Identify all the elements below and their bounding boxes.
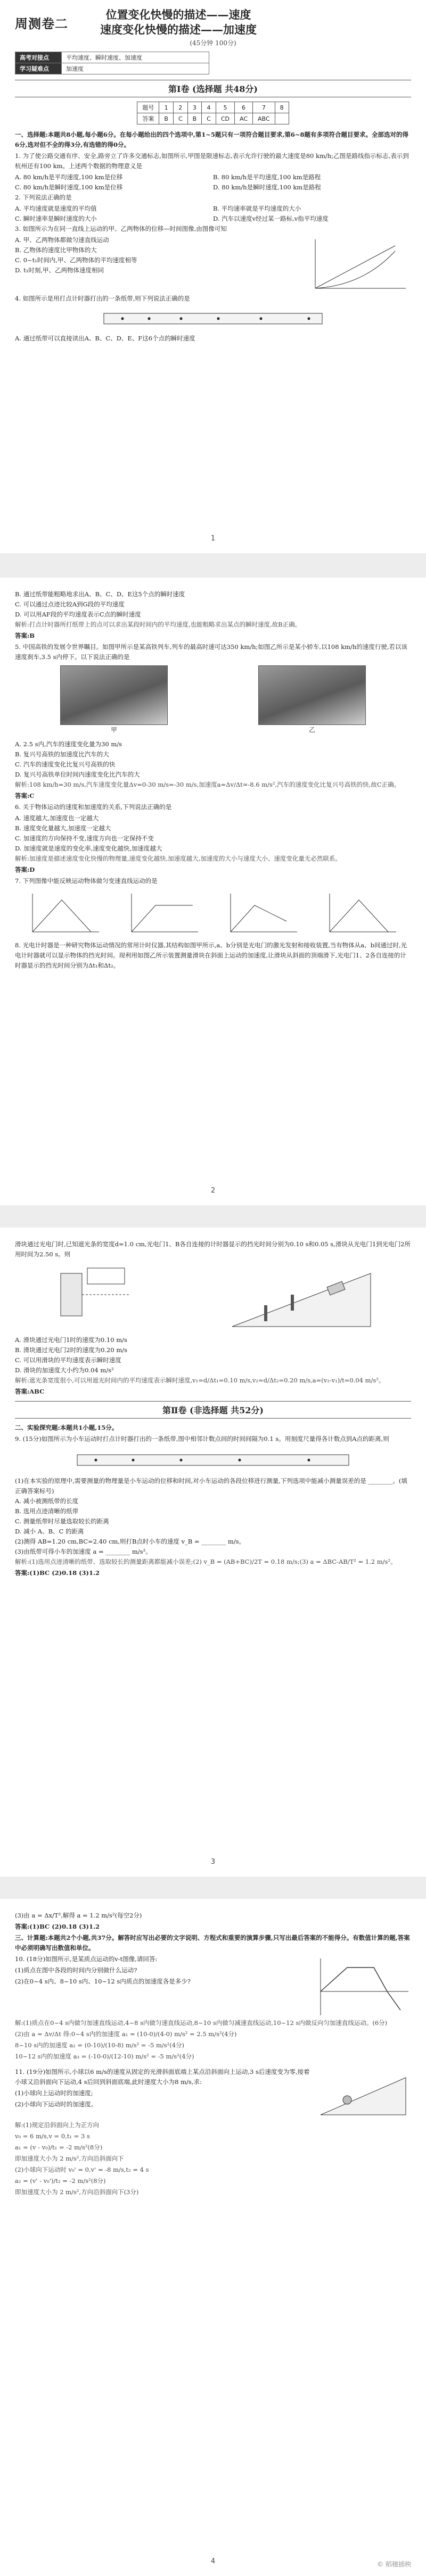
q3-xt-graph-figure (305, 235, 411, 294)
ans-cell (275, 113, 289, 124)
option: B. 乙物体的速度比甲物体的大 (15, 246, 97, 254)
question-7: 7. 下列图像中能反映运动物体做匀变速直线运动的是 (15, 877, 158, 885)
q10-solution: 8~10 s内的加速度 a₂ = (0-10)/(10-8) m/s² = -5 m/s²(4分) (15, 2041, 185, 2049)
graph-c (223, 889, 302, 937)
page-number: 1 (210, 535, 216, 543)
q8-continued: 滑块通过光电门时,已知遮光条的宽度d=1.0 cm,光电门1、B各自连接的计时器显示的挡光时间分别为0.10 s和0.05 s,滑块从光电门1到光电门2所用时间为2.50 s。则 (15, 1240, 411, 1258)
option: D. 汽车以速度v经过某一路标,v指平均速度 (213, 215, 329, 222)
paper-header (15, 0, 411, 37)
q11-solution: 解:(1)规定沿斜面向上为正方向 (15, 2121, 100, 2129)
question-5: 5. 中国高铁的发展令世界瞩目。如图甲所示是某高铁列车,列车的最高时速可达350 km/h;如图乙所示是某小轿车,以108 km/h的速度行驶,若以该速度刹车,3.5 s内停下。以下说法正确的是 (15, 643, 407, 661)
page-number: 2 (210, 1187, 216, 1195)
q2-options (15, 204, 411, 224)
info-table (15, 52, 209, 74)
sub-question: (3)由纸带可得小车的加速度 a = ________ m/s²。 (15, 1548, 152, 1555)
ans-cell: AC (235, 113, 253, 124)
option: A. 2.5 s内,汽车的速度变化量为30 m/s (15, 740, 122, 748)
ans-head: 1 (159, 102, 174, 113)
option: C. 可以通过点迹比较A到G段的平均速度 (15, 601, 125, 608)
option: B. 通过纸带能粗略地求出A、B、C、D、E这5个点的瞬时速度 (15, 590, 185, 598)
graph-line (132, 905, 193, 932)
tape-dot (217, 318, 220, 320)
q8-figures (15, 1263, 411, 1332)
option: B. 速度变化量越大,加速度一定越大 (15, 824, 111, 832)
option: D. 加速度就是速度的变化率,速度变化越快,加速度越大 (15, 845, 162, 852)
incline-figure (222, 1263, 381, 1332)
section-1-instructions: 一、选择题:本题共8小题,每小题6分。在每小题给出的四个选项中,第1~5题只有一项符合题目要求,第6~8题有多项符合题目要求。全部选对的得6分,选对但不全的得3分,有选错的得0分。 (15, 131, 409, 148)
option: D. 80 km/h是瞬时速度,100 km是路程 (213, 184, 321, 191)
photogate-figure (45, 1263, 162, 1327)
q4-explanation: 解析:打点计时器所打纸带上的点可以求出某段时间内的平均速度,也能粗略求出某点的瞬时速度,故B正确。 (15, 621, 301, 628)
option: A. 平均速度就是速度的平均值 (15, 205, 97, 212)
question-1: 1. 为了使公路交通有序、安全,路旁立了许多交通标志,如图所示,甲图是限速标志,表示允许行驶的最大速度是80 km/h;乙图是路线指示标志,表示到杭州还有100 km。上述两个数据的物理意义是 (15, 152, 409, 170)
q7-graphs (15, 889, 411, 937)
q8-answer: 答案:ABC (15, 1388, 45, 1395)
ans-cell: C (202, 113, 216, 124)
question-2: 2. 下列说法正确的是 (15, 194, 72, 201)
q10-solution: 10~12 s内的加速度 a₃ = (-10-0)/(12-10) m/s² = -5 m/s²(4分) (15, 2053, 194, 2060)
ans-cell: B (159, 113, 174, 124)
q9-explanation: 解析:(1)选用点迹清晰的纸带、选取较长的测量距离都能减小误差;(2) v_B = (AB+BC)/2T = 0.18 m/s;(3) a = ΔBC-AB/T² = 1.2 m/s²。 (15, 1558, 397, 1565)
option: C. 加速度的方向保持不变,速度方向也一定保持不变 (15, 835, 154, 842)
volume-title: 周测卷二 (15, 15, 68, 31)
page-1 (0, 0, 426, 553)
answer-table (137, 102, 289, 124)
option: A. 甲、乙两物体都做匀速直线运动 (15, 236, 109, 244)
car-photo (258, 665, 366, 725)
tape-dot (308, 1459, 310, 1462)
q10-vt-graph-figure (310, 1954, 411, 2018)
paper-tape (104, 313, 322, 324)
q3-options (15, 235, 305, 276)
question-9: 9. (15分)如图所示为小车运动时打点计时器打出的一条纸带,图中相邻计数点间的时间间隔为0.1 s。用刻度尺量得各计数点到A点的距离,则 (15, 1435, 389, 1443)
figure-label: 乙 (309, 726, 315, 733)
q10-sub: (2)在0~4 s内、8~10 s内、10~12 s内质点的加速度各是多少? (15, 1978, 191, 1985)
q11-incline-figure (315, 2067, 411, 2120)
q9-answer: 答案:(1)BC (2)0.18 (3)1.2 (15, 1569, 100, 1577)
q4-answer: 答案:B (15, 632, 35, 639)
ans-head: 7 (253, 102, 275, 113)
page-number: 3 (210, 1858, 216, 1866)
tape-dot (95, 1459, 97, 1462)
page-4 (0, 1899, 426, 2576)
tape-dot (180, 318, 183, 320)
q11-solution: 即加速度大小为 2 m/s²,方向沿斜面向下 (15, 2155, 124, 2162)
watermark: © 稻穗插秧 (377, 2561, 411, 2568)
page-2 (0, 578, 426, 1205)
tape-dot (180, 1459, 183, 1462)
q11-solution: a₁ = (v - v₀)/t₁ = -2 m/s²(8分) (15, 2144, 103, 2151)
q8-options (15, 1335, 411, 1375)
ans-cell: C (173, 113, 187, 124)
question-3: 3. 如图所示为在同一直线上运动的甲、乙两物体的位移—时间图像,由图像可知 (15, 225, 227, 232)
q4-options-cont (15, 589, 411, 620)
option: B. 滑块通过光电门2时的速度为0.20 m/s (15, 1346, 128, 1354)
q4-options (15, 334, 411, 344)
tape-dot (239, 1459, 241, 1462)
q11-solution: 即加速度大小为 2 m/s²,方向沿斜面向下(3分) (15, 2188, 139, 2196)
tape-dot (308, 318, 310, 320)
q6-explanation: 解析:加速度是描述速度变化快慢的物理量,速度变化越快,加速度越大,加速度的大小与速度大小、速度变化量无必然联系。 (15, 855, 341, 862)
graph-line (231, 905, 286, 932)
gate-1 (291, 1295, 294, 1311)
part-2-heading: 第Ⅱ卷 (非选择题 共52分) (15, 1401, 411, 1419)
timer-box (87, 1268, 125, 1284)
q10-sub: (1)质点在图中各段的时间内分别做什么运动? (15, 1966, 137, 1974)
incline (321, 2078, 406, 2115)
q9-subquestions (15, 1476, 411, 1557)
q9-tail-2: 答案:(1)BC (2)0.18 (3)1.2 (15, 1923, 100, 1930)
sub-question: (1)在本实验的原理中,需要测量的物理量是小车运动的位移和时间,对小车运动的各段位移进行测量,下列选项中能减小测量误差的是 ________。(填正确答案标号) (15, 1477, 407, 1495)
sub-question: B. 选用点迹清晰的纸带 (15, 1507, 79, 1515)
vt-line (321, 1968, 400, 2010)
info-key: 学习疑难点 (15, 63, 62, 74)
ans-cell: 答案 (137, 113, 159, 124)
train-photo (60, 665, 168, 725)
q9-tail-1: (3)由 a = Δx/T²,解得 a = 1.2 m/s²(每空2分) (15, 1912, 142, 1919)
option: B. 80 km/h是平均速度,100 km是路程 (213, 173, 321, 181)
graph-line (330, 900, 388, 932)
q10-solution: 解:(1)质点在0~4 s内做匀加速直线运动,4~8 s内做匀速直线运动,8~10 s内做匀减速直线运动,10~12 s内做反向匀加速直线运动。(6分) (15, 2019, 388, 2027)
ans-head: 2 (173, 102, 187, 113)
title-line-1: 位置变化快慢的描述——速度 (105, 8, 251, 21)
sub-question: (2)测得 AB=1.20 cm,BC=2.40 cm,则打B点时小车的速度 v_B = ________ m/s。 (15, 1538, 245, 1545)
sub-question: A. 减小被测纸带的长度 (15, 1497, 79, 1505)
option: D. 可以用AF段的平均速度表示C点的瞬时速度 (15, 611, 141, 618)
option: A. 滑块通过光电门1时的速度为0.10 m/s (15, 1336, 127, 1344)
q11-sub: (2)小球向下运动时的加速度。 (15, 2100, 97, 2108)
option: A. 速度越大,加速度也一定越大 (15, 814, 99, 822)
question-11: 11. (19分)如图所示,小球以6 m/s的速度从固定的光滑斜面底端上某点沿斜面向上运动,3 s后速度变为零,接着小球又沿斜面向下运动,4 s后回到斜面底端,此时速度大小为8 m/s,求: (15, 2068, 310, 2086)
ans-cell: CD (216, 113, 234, 124)
info-key: 高考对接点 (15, 52, 62, 63)
q11-solution: a₂ = (v' - v₀')/t₂ = -2 m/s²(8分) (15, 2177, 106, 2185)
graph-b (124, 889, 203, 937)
q6-answer: 答案:D (15, 866, 35, 873)
page-3 (0, 1228, 426, 1877)
gate-2 (264, 1305, 267, 1321)
q11-sub: (1)小球向上运动时的加速度; (15, 2089, 93, 2097)
section-3-instructions: 三、计算题:本题共2个小题,共37分。解答时应写出必要的文字说明、方程式和重要的演算步骤,只写出最后答案的不能得分。有数值计算的题,答案中必须明确写出数值和单位。 (15, 1934, 410, 1952)
q4-tape-figure (101, 308, 325, 329)
graph-a (24, 889, 104, 937)
section-2-instructions: 二、实验探究题:本题共1小题,15分。 (15, 1424, 118, 1431)
question-8: 8. 光电计时器是一种研究物体运动情况的常用计时仪器,其结构如图甲所示,a、b分别是光电门的激光发射和接收装置,当有物体从a、b间通过时,光电计时器就可以显示物体的挡光时间。现利用如图乙所示装置测量滑块在斜面上运动的加速度,让滑块从斜面的顶端滑下,光电门1、2各自连接的计时器显示的挡光时间分别为Δt₁和Δt₂。 (15, 941, 407, 969)
option: D. t₁时刻,甲、乙两物体速度相同 (15, 266, 104, 274)
line-jia (315, 246, 395, 288)
q5-explanation: 解析:108 km/h=30 m/s,汽车速度变化量Δv=0-30 m/s=-30 m/s,加速度a=Δv/Δt≈-8.6 m/s²,汽车的速度变化比复兴号高铁的快,故C正确。 (15, 781, 400, 788)
question-4: 4. 如图所示是用打点计时器打出的一条纸带,则下列说法正确的是 (15, 295, 190, 302)
option: C. 0~t₁时间内,甲、乙两物体的平均速度相等 (15, 256, 137, 264)
time-score: (45分钟 100分) (190, 39, 236, 47)
tape-dot (121, 318, 124, 320)
ans-cell: ABC (253, 113, 275, 124)
q8-explanation: 解析:遮光条宽度很小,可以用遮光时间内的平均速度表示瞬时速度,v₁=d/Δt₁=0.10 m/s,v₂=d/Δt₂=0.20 m/s,a=(v₂-v₁)/t=0.04 m/s²。 (15, 1377, 385, 1384)
q1-options (15, 172, 411, 193)
option: A. 通过纸带可以直接读出A、B、C、D、E、F这6个点的瞬时速度 (15, 335, 195, 342)
tape-dot (260, 318, 263, 320)
q6-options (15, 813, 411, 854)
gate-post (61, 1273, 82, 1316)
figure-label: 甲 (111, 726, 117, 733)
page-number: 4 (210, 2557, 216, 2565)
q11-solution: (2)小球向下运动时 v₀' = 0,v' = -8 m/s,t₂ = 4 s (15, 2166, 149, 2173)
option: B. 平均速率就是平均速度的大小 (213, 205, 301, 212)
ans-head: 5 (216, 102, 234, 113)
sub-question: C. 测量纸带时尽量选取较长的距离 (15, 1518, 109, 1525)
question-10: 10. (18分)如图所示,是某质点运动的v-t图像,请回答: (15, 1955, 158, 1963)
ans-head: 8 (275, 102, 289, 113)
incline (232, 1273, 371, 1327)
q5-answer: 答案:C (15, 792, 35, 799)
option: A. 80 km/h是平均速度,100 km是位移 (15, 173, 123, 181)
q10-solution: (2)由 a = Δv/Δt 得:0~4 s内的加速度 a₁ = (10-0)/(4-0) m/s² = 2.5 m/s²(4分) (15, 2030, 237, 2038)
question-6: 6. 关于物体运动的速度和加速度的关系,下列说法正确的是 (15, 803, 172, 811)
option: C. 瞬时速率是瞬时速度的大小 (15, 215, 97, 222)
ball (343, 2096, 351, 2104)
title-line-2: 速度变化快慢的描述——加速度 (100, 23, 257, 36)
q5-figures (15, 665, 411, 736)
q9-tape-figure (75, 1448, 351, 1472)
tape-dot (132, 1459, 135, 1462)
option: C. 80 km/h是瞬时速度,100 km是位移 (15, 184, 123, 191)
option: D. 滑块的加速度大小约为0.04 m/s² (15, 1366, 114, 1374)
info-value: 平均速度、瞬时速度、加速度 (62, 52, 209, 63)
ans-head: 3 (187, 102, 202, 113)
graph-d (322, 889, 402, 937)
ans-head: 6 (235, 102, 253, 113)
ans-head: 4 (202, 102, 216, 113)
q11-solution: v₀ = 6 m/s,v = 0,t₁ = 3 s (15, 2132, 90, 2140)
part-1-heading: 第Ⅰ卷 (选择题 共48分) (15, 80, 411, 97)
tape-dot (148, 318, 151, 320)
sub-question: D. 减小 A、B、C 的距离 (15, 1528, 84, 1535)
ans-head: 题号 (137, 102, 159, 113)
option: B. 复兴号高铁的加速度比汽车的大 (15, 751, 109, 758)
graph-line (32, 900, 91, 932)
q5-options (15, 739, 411, 780)
ans-cell: B (187, 113, 202, 124)
option: C. 汽车的速度变化比复兴号高铁的快 (15, 761, 116, 768)
option: D. 复兴号高铁单位时间内速度变化比汽车的大 (15, 771, 140, 778)
option: C. 可以用滑块的平均速度表示瞬时速度 (15, 1356, 121, 1364)
curve-yi (315, 251, 395, 288)
info-value: 加速度 (62, 63, 209, 74)
